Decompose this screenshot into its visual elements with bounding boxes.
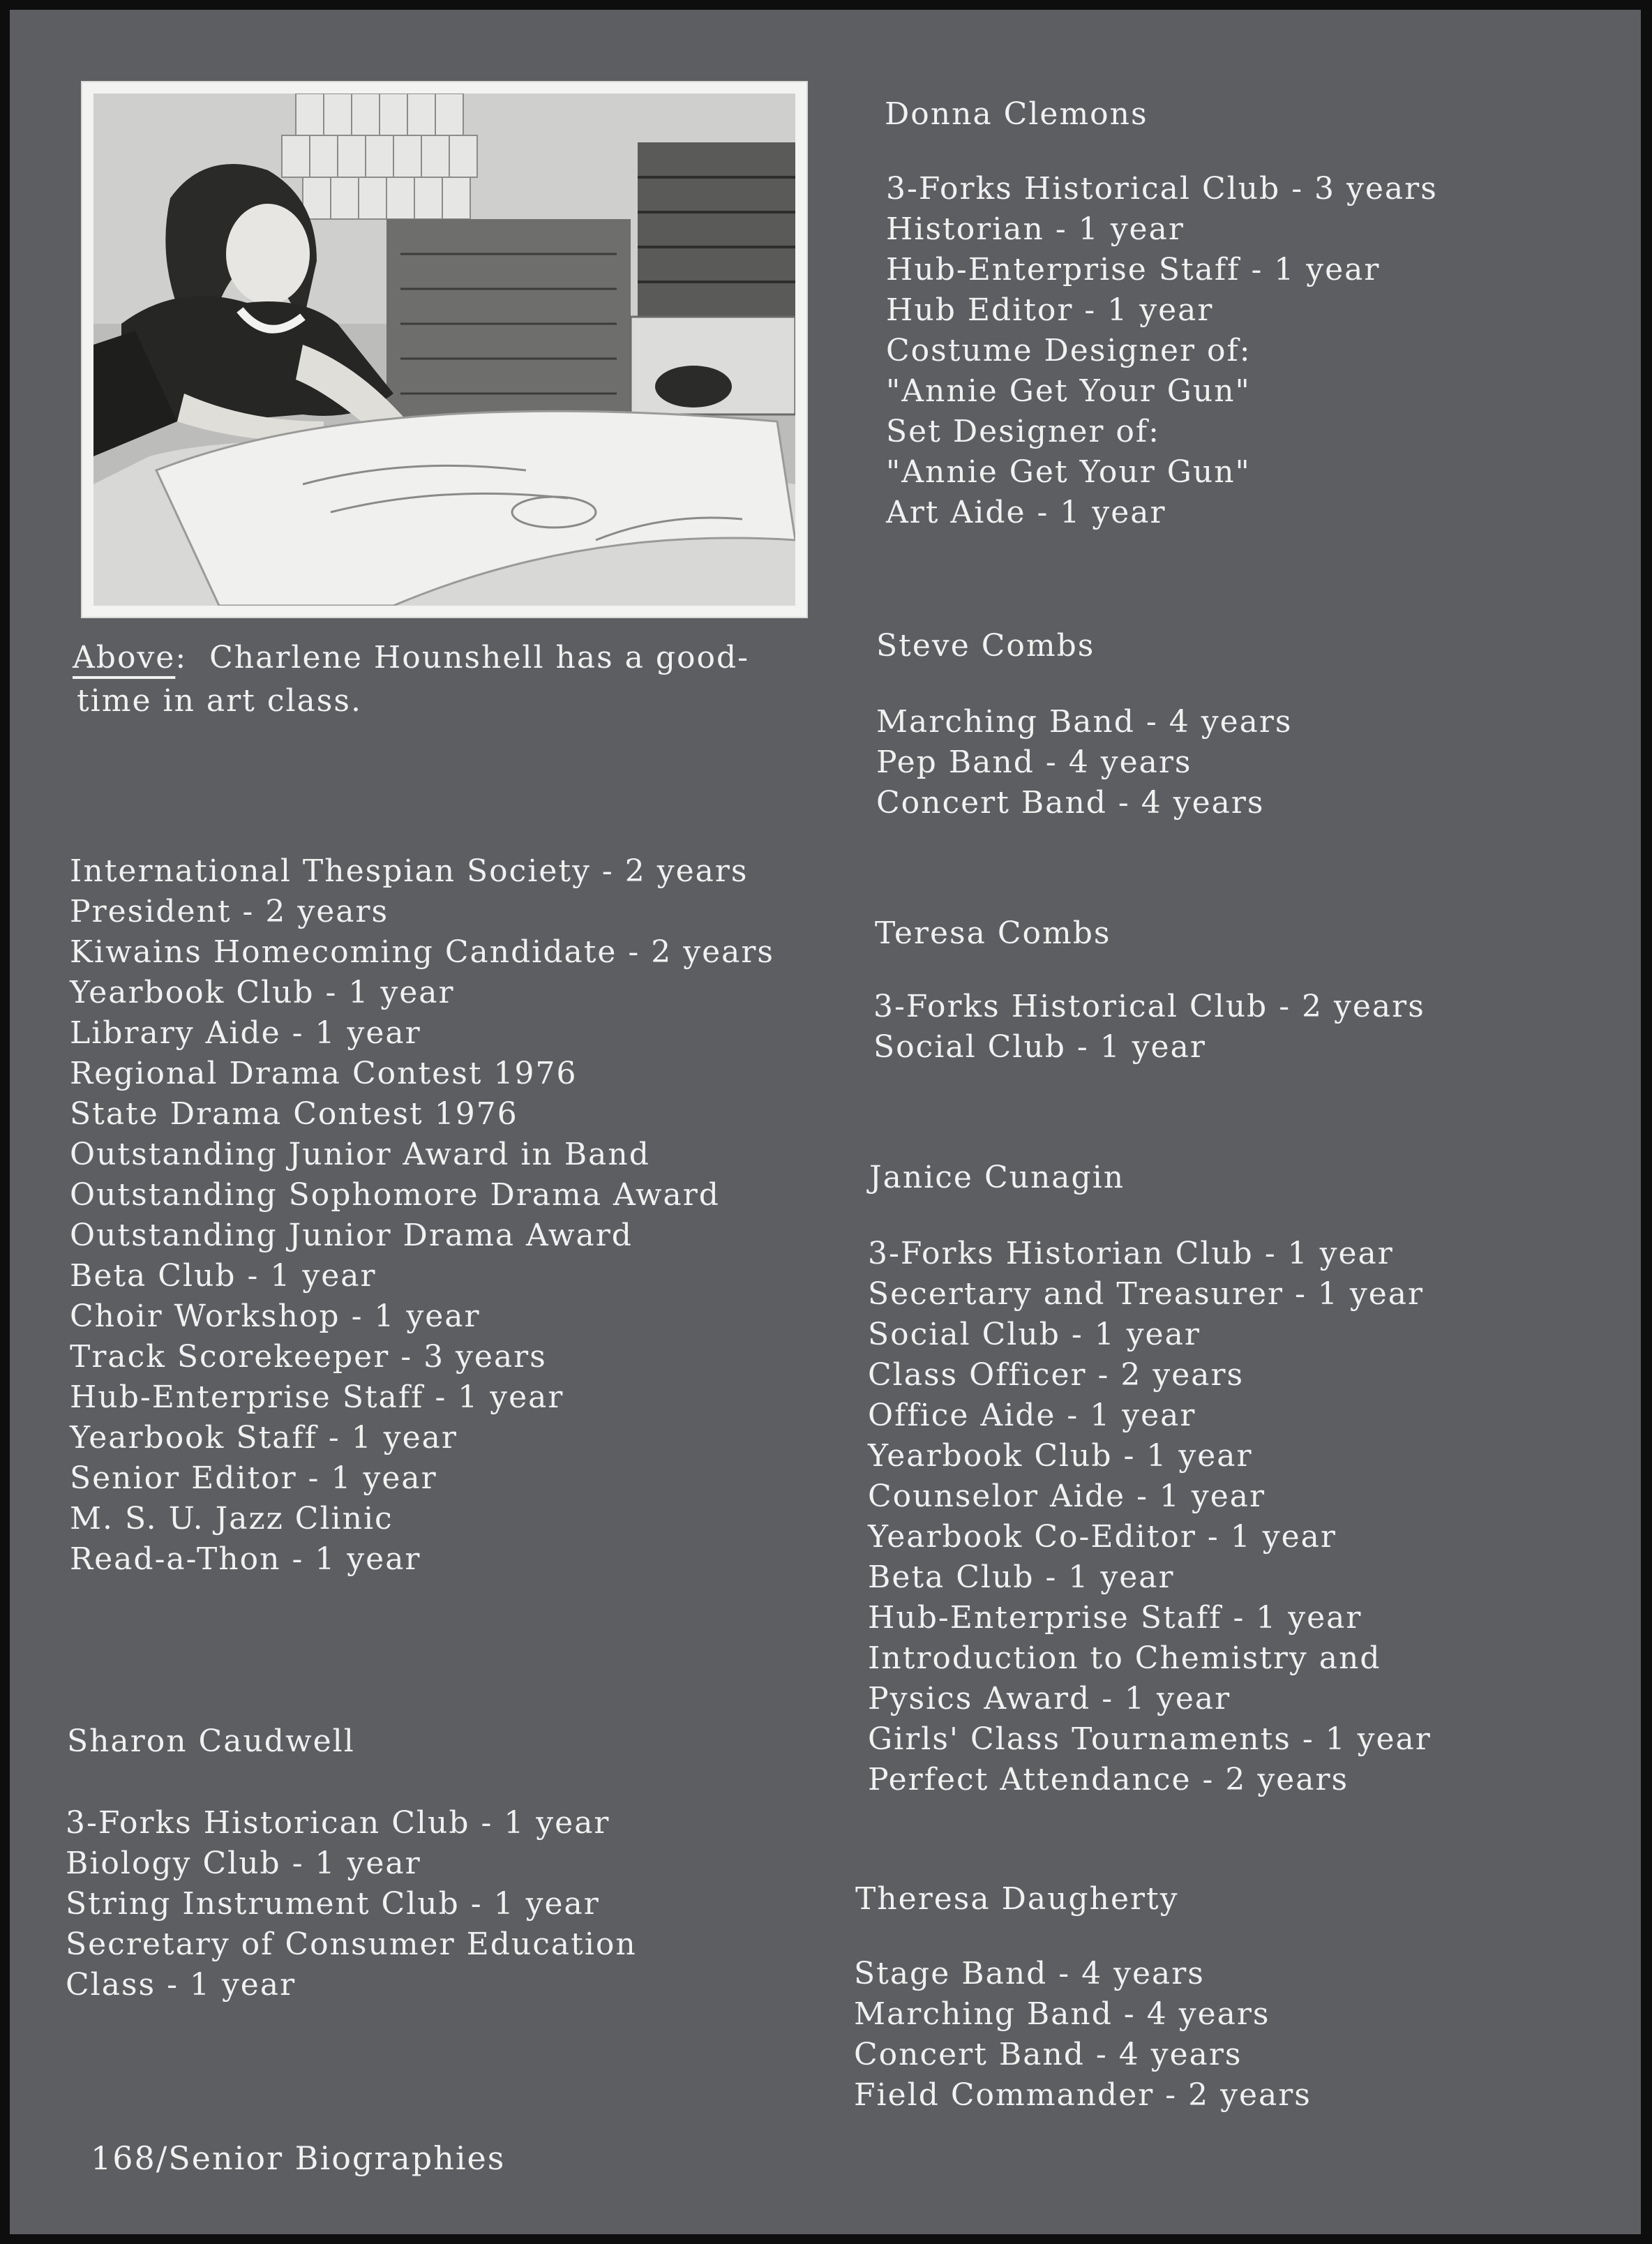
activity-line: Class Officer - 2 years: [868, 1357, 1245, 1393]
activity-line: Social Club - 1 year: [873, 1029, 1206, 1065]
caption-separator: :: [175, 640, 188, 675]
activity-line: Field Commander - 2 years: [854, 2077, 1312, 2113]
activity-line: M. S. U. Jazz Clinic: [70, 1501, 393, 1536]
student-working-at-art-table-icon: [93, 94, 795, 606]
photo-caption: [73, 636, 749, 723]
student-name-sharon: Sharon Caudwell: [67, 1723, 355, 1759]
activity-line: Regional Drama Contest 1976: [70, 1056, 578, 1091]
activity-line: Pysics Award - 1 year: [868, 1681, 1231, 1716]
activity-line: Marching Band - 4 years: [876, 704, 1293, 740]
caption-label: Above: [73, 640, 176, 675]
yearbook-page: [10, 10, 1641, 2234]
activity-line: President - 2 years: [70, 894, 389, 929]
activity-line: Class - 1 year: [66, 1967, 296, 2003]
art-class-photo: [82, 82, 806, 617]
activity-line: Hub-Enterprise Staff - 1 year: [70, 1379, 564, 1415]
activity-line: Outstanding Sophomore Drama Award: [70, 1177, 720, 1213]
activity-line: Social Club - 1 year: [868, 1317, 1201, 1352]
student-name-steve: Steve Combs: [876, 628, 1095, 664]
activity-line: Library Aide - 1 year: [70, 1015, 421, 1051]
activity-line: Biology Club - 1 year: [66, 1846, 421, 1881]
activity-line: Yearbook Co-Editor - 1 year: [868, 1519, 1337, 1555]
theresa-activity-list: [854, 1954, 1312, 2116]
activity-line: Concert Band - 4 years: [876, 785, 1265, 821]
activity-line: Girls' Class Tournaments - 1 year: [868, 1721, 1432, 1757]
activity-line: 3-Forks Historical Club - 2 years: [873, 989, 1425, 1024]
activity-line: Counselor Aide - 1 year: [868, 1479, 1266, 1514]
caption-text-line1: Charlene Hounshell has a good-: [209, 640, 750, 675]
activity-line: Yearbook Club - 1 year: [868, 1438, 1253, 1474]
activity-line: Senior Editor - 1 year: [70, 1460, 437, 1496]
sharon-activity-list: [66, 1803, 637, 2005]
activity-line: Beta Club - 1 year: [70, 1258, 377, 1294]
activity-line: Set Designer of:: [886, 414, 1160, 449]
activity-line: Secertary and Treasurer - 1 year: [868, 1276, 1425, 1312]
activity-line: Yearbook Club - 1 year: [70, 975, 455, 1010]
activity-line: Office Aide - 1 year: [868, 1398, 1196, 1433]
activity-line: 3-Forks Historical Club - 3 years: [886, 171, 1438, 207]
teresa-activity-list: [873, 987, 1425, 1068]
activity-line: Read-a-Thon - 1 year: [70, 1541, 421, 1577]
activity-line: Hub-Enterprise Staff - 1 year: [868, 1600, 1362, 1636]
activity-line: Pep Band - 4 years: [876, 745, 1192, 780]
caption-text-line2: time in art class.: [77, 683, 362, 719]
activity-line: Concert Band - 4 years: [854, 2037, 1242, 2072]
activity-line: Costume Designer of:: [886, 333, 1252, 368]
activity-line: String Instrument Club - 1 year: [66, 1886, 600, 1922]
activity-line: Art Aide - 1 year: [886, 495, 1166, 530]
activity-line: Marching Band - 4 years: [854, 1996, 1270, 2032]
activity-line: Stage Band - 4 years: [854, 1956, 1205, 1991]
janice-activity-list: [868, 1234, 1432, 1800]
activity-line: 3-Forks Historian Club - 1 year: [868, 1236, 1394, 1271]
activity-line: Secretary of Consumer Education: [66, 1927, 637, 1962]
activity-line: Perfect Attendance - 2 years: [868, 1762, 1349, 1797]
activity-line: Hub-Enterprise Staff - 1 year: [886, 252, 1381, 287]
activity-line: Outstanding Junior Award in Band: [70, 1137, 650, 1172]
activity-line: International Thespian Society - 2 years: [70, 853, 749, 889]
student-name-teresa: Teresa Combs: [875, 915, 1111, 951]
steve-activity-list: [876, 702, 1293, 823]
student-name-theresa: Theresa Daugherty: [855, 1881, 1179, 1917]
activity-line: State Drama Contest 1976: [70, 1096, 518, 1132]
activity-line: Track Scorekeeper - 3 years: [70, 1339, 547, 1375]
page-footer: 168/Senior Biographies: [91, 2139, 506, 2177]
student-name-donna: Donna Clemons: [885, 96, 1148, 132]
activity-line: Yearbook Staff - 1 year: [70, 1420, 458, 1456]
activity-line: Historian - 1 year: [886, 211, 1185, 247]
activity-line: Introduction to Chemistry and: [868, 1640, 1381, 1676]
donna-activity-list: [886, 169, 1438, 533]
charlene-activity-list: [70, 851, 774, 1580]
activity-line: Hub Editor - 1 year: [886, 292, 1214, 328]
activity-line: Kiwains Homecoming Candidate - 2 years: [70, 934, 775, 970]
activity-line: Outstanding Junior Drama Award: [70, 1218, 633, 1253]
activity-line: Beta Club - 1 year: [868, 1559, 1175, 1595]
activity-line: Choir Workshop - 1 year: [70, 1299, 481, 1334]
student-name-janice: Janice Cunagin: [869, 1160, 1125, 1195]
activity-line: "Annie Get Your Gun": [886, 373, 1251, 409]
activity-line: "Annie Get Your Gun": [886, 454, 1251, 490]
activity-line: 3-Forks Historican Club - 1 year: [66, 1805, 610, 1841]
